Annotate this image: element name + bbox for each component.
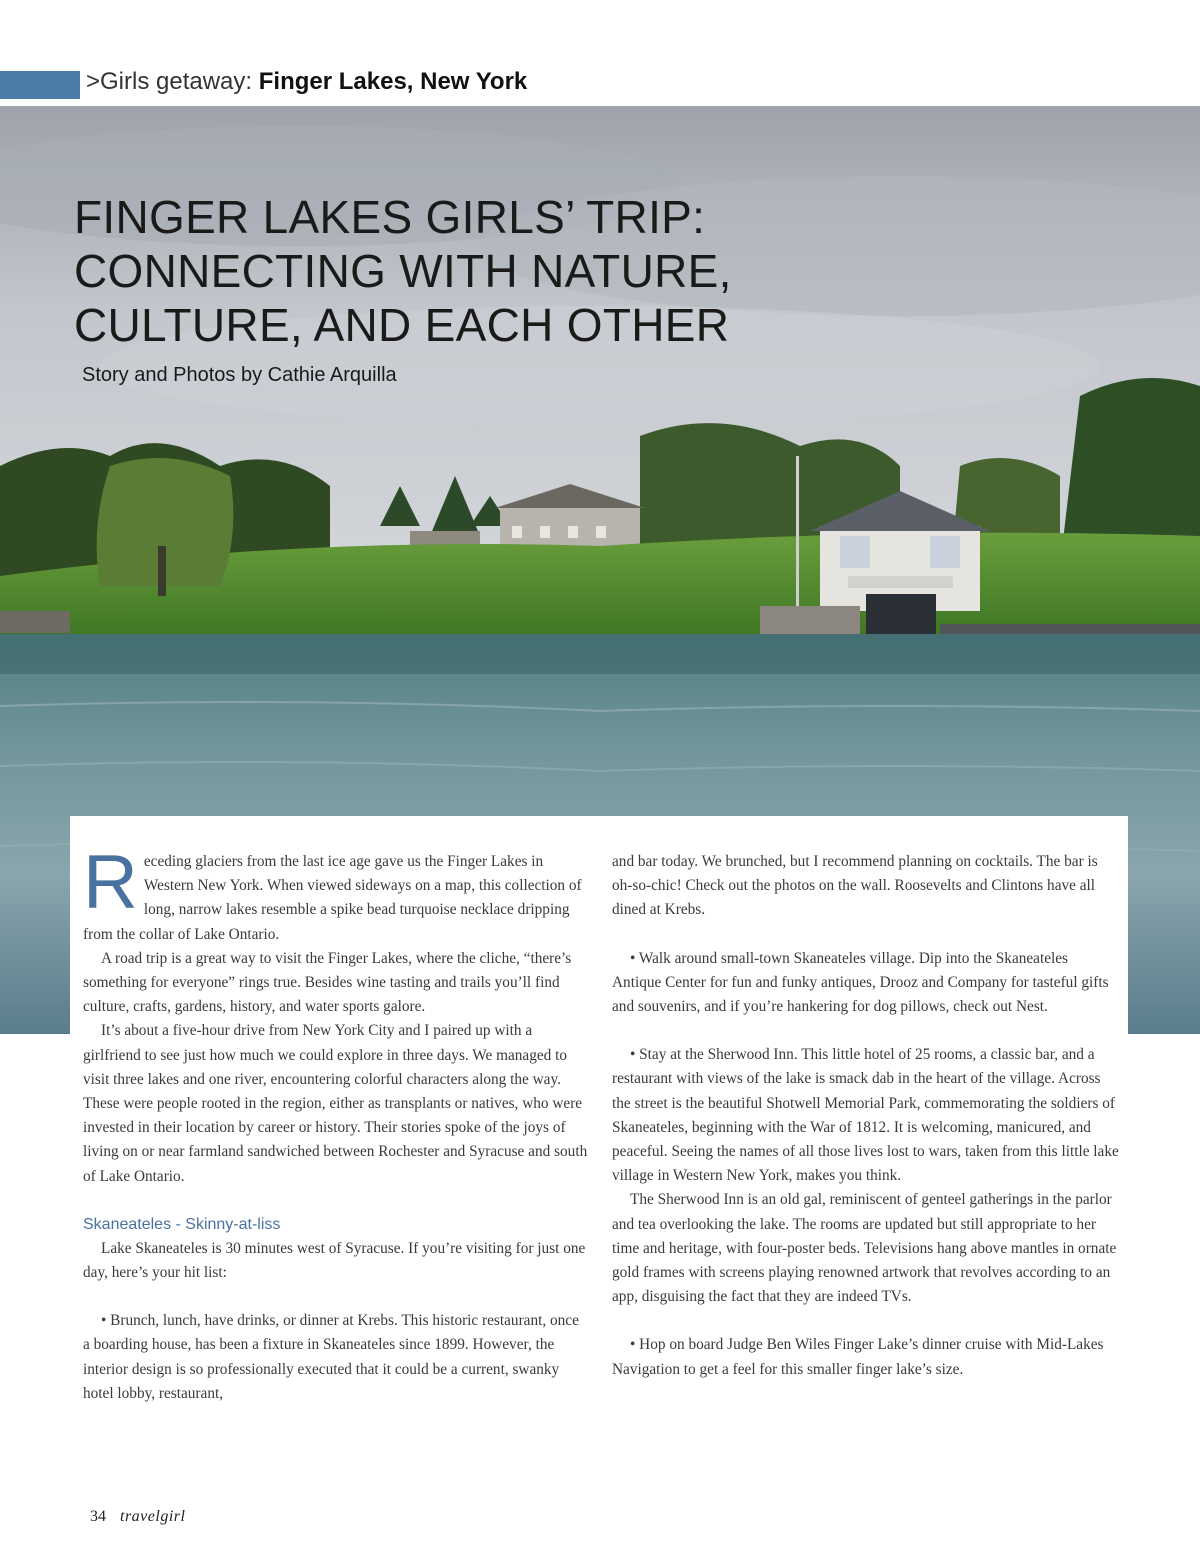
headline-line-3: CULTURE, AND EACH OTHER bbox=[74, 299, 730, 351]
bullet-dinner-cruise: • Hop on board Judge Ben Wiles Finger Lake’s dinner cruise with Mid-Lakes Navigation to get a feel for this smaller finger lake’s size. bbox=[612, 1336, 1104, 1378]
section-title: Finger Lakes, New York bbox=[258, 68, 528, 95]
bullet-sherwood-inn: • Stay at the Sherwood Inn. This little hotel of 25 rooms, a classic bar, and a restaurant with views of the lake is smack dab in the heart of the village. Across the street is the beautiful Shotwell Memorial Park, commemorating the soldiers of Skaneateles, beginning with the War of 1812. It is welcoming, manicured, and peaceful. Seeing the names of all those lives lost to wars, taken from this little lake village in Western New York, makes you think. bbox=[612, 1046, 1119, 1185]
byline: Story and Photos by Cathie Arquilla bbox=[82, 364, 397, 386]
article-intro-paragraph bbox=[83, 840, 588, 947]
article-column-right bbox=[612, 850, 1120, 1382]
article-column-left bbox=[83, 840, 588, 1406]
paragraph-sherwood-inn: The Sherwood Inn is an old gal, reminiscent of genteel gatherings in the parlor and tea overlooking the lake. The rooms are updated but still appropriate to her time and heritage, with four-poster beds. Televisions hang above mantles in ornate gold frames with screens playing renowned artwork that revolves according to an app, disguising the fact that they are indeed TVs. bbox=[612, 1191, 1117, 1306]
intro-text: eceding glaciers from the last ice age gave us the Finger Lakes in Western New York. When viewed sideways on a map, this collection of long, narrow lakes resemble a spike bead turquoise necklace dripping from the collar of Lake Ontario. bbox=[83, 853, 582, 943]
section-color-bar bbox=[0, 71, 80, 99]
magazine-brand: travelgirl bbox=[120, 1508, 186, 1525]
page-footer bbox=[90, 1508, 185, 1526]
section-prefix: >Girls getaway: bbox=[86, 68, 259, 95]
bullet-village: • Walk around small-town Skaneateles village. Dip into the Skaneateles Antique Center for fun and funky antiques, Drooz and Company for tasteful gifts and souvenirs, and if you’re hankering for dog pillows, check out Nest. bbox=[612, 949, 1109, 1016]
paragraph-road-trip: A road trip is a great way to visit the Finger Lakes, where the cliche, “there’s something for everyone” rings true. Besides wine tasting and trails you’ll find culture, crafts, gardens, history, and water sports galore. bbox=[83, 949, 572, 1016]
page-number: 34 bbox=[90, 1508, 106, 1525]
paragraph-drive: It’s about a five-hour drive from New York City and I paired up with a girlfriend to see just how much we could explore in three days. We managed to visit three lakes and one river, encountering colorful characters along the way. These were people rooted in the region, either as transplants or natives, who were invested in their location by career or history. Their stories spoke of the joys of living on or near farmland sandwiched between Rochester and Syracuse and south of Lake Ontario. bbox=[83, 1022, 588, 1185]
article-headline bbox=[74, 190, 732, 352]
headline-line-1: FINGER LAKES GIRLS’ TRIP: bbox=[74, 191, 706, 243]
bullet-krebs: • Brunch, lunch, have drinks, or dinner at Krebs. This historic restaurant, once a boarding house, has been a fixture in Skaneateles since 1899. However, the interior design is so professionally executed that it could be a current, swanky hotel lobby, restaurant, bbox=[83, 1312, 579, 1402]
subhead-skaneateles: Skaneateles - Skinny-at-liss bbox=[83, 1215, 281, 1233]
headline-line-2: CONNECTING WITH NATURE, bbox=[74, 245, 732, 297]
drop-cap: R bbox=[83, 840, 138, 925]
paragraph-krebs-continued: and bar today. We brunched, but I recommend planning on cocktails. The bar is oh-so-chic! Check out the photos on the wall. Roosevelts and Clintons have all dined at Krebs. bbox=[612, 853, 1098, 919]
section-label bbox=[86, 68, 527, 96]
paragraph-lake-skaneateles: Lake Skaneateles is 30 minutes west of Syracuse. If you’re visiting for just one day, here’s your hit list: bbox=[83, 1239, 586, 1282]
